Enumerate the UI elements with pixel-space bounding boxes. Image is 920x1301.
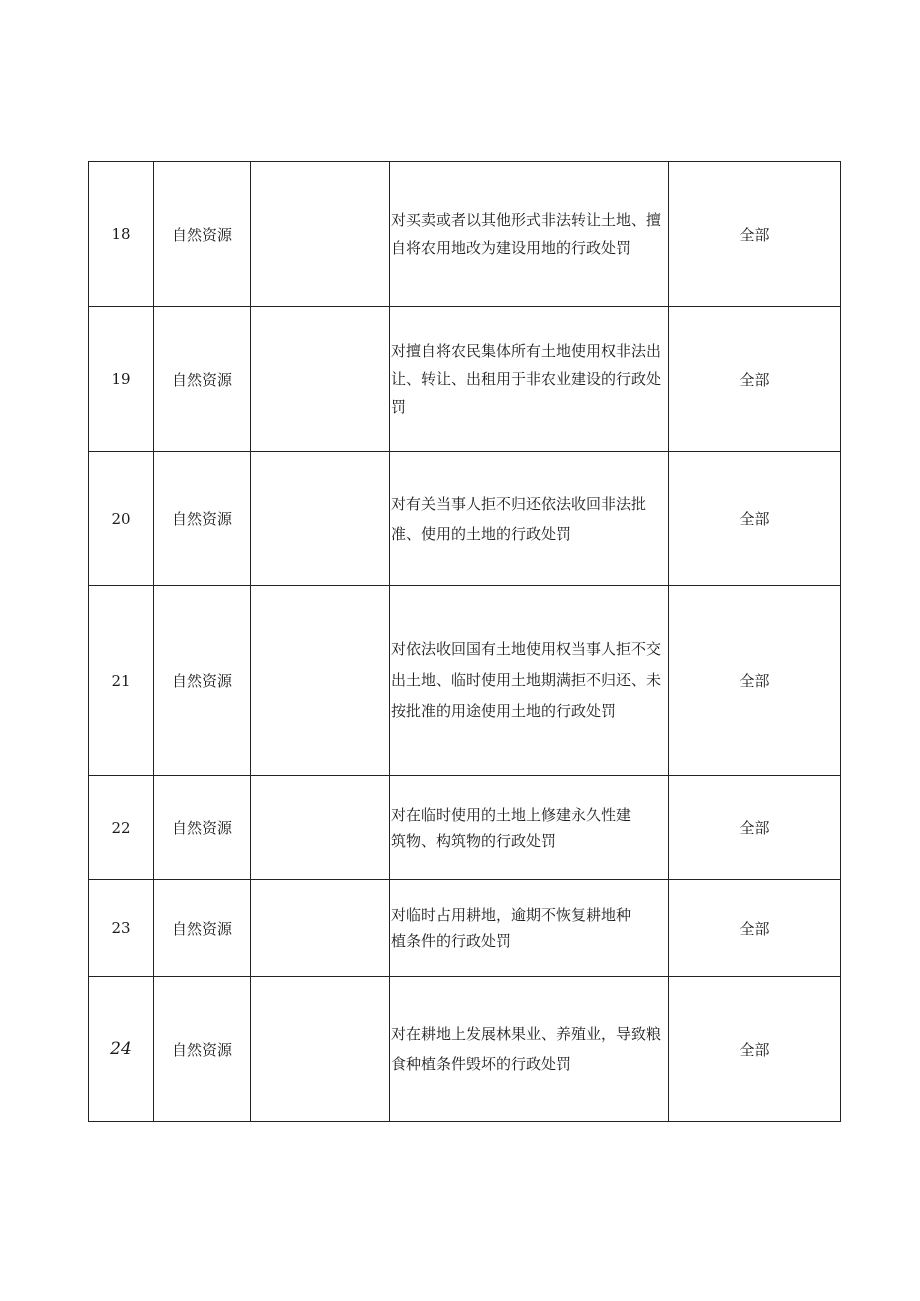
- item-category: 自然资源: [154, 307, 251, 452]
- item-blank-cell: [251, 452, 390, 586]
- item-number: 22: [89, 776, 154, 880]
- item-description-cell: [390, 977, 669, 1122]
- table-row: [89, 307, 841, 452]
- item-scope: 全部: [669, 977, 841, 1122]
- item-scope: 全部: [669, 307, 841, 452]
- table-row: [89, 452, 841, 586]
- item-blank-cell: [251, 880, 390, 977]
- item-blank-cell: [251, 977, 390, 1122]
- table-row: [89, 162, 841, 307]
- item-category: 自然资源: [154, 977, 251, 1122]
- item-scope: 全部: [669, 880, 841, 977]
- item-blank-cell: [251, 307, 390, 452]
- item-number: 23: [89, 880, 154, 977]
- item-description: 对有关当事人拒不归还依法收回非法批准、使用的土地的行政处罚: [391, 494, 647, 543]
- item-description-cell: [390, 880, 669, 977]
- item-description: 对临时占用耕地，逾期不恢复耕地种植条件的行政处罚: [391, 906, 632, 950]
- item-scope: 全部: [669, 162, 841, 307]
- penalty-items-table: [88, 161, 841, 1122]
- item-description: 对买卖或者以其他形式非法转让土地、擅自将农用地改为建设用地的行政处罚: [391, 211, 662, 257]
- item-category: 自然资源: [154, 162, 251, 307]
- item-description-cell: [390, 776, 669, 880]
- item-category: 自然资源: [154, 586, 251, 776]
- item-scope: 全部: [669, 586, 841, 776]
- table-row: [89, 586, 841, 776]
- item-number: 20: [89, 452, 154, 586]
- item-category: 自然资源: [154, 776, 251, 880]
- item-description: 对在临时使用的土地上修建永久性建筑物、构筑物的行政处罚: [391, 805, 632, 850]
- table-row: [89, 776, 841, 880]
- item-description: 对擅自将农民集体所有土地使用权非法出让、转让、出租用于非农业建设的行政处罚: [391, 342, 662, 416]
- table-row: [89, 977, 841, 1122]
- item-description-cell: [390, 586, 669, 776]
- item-scope: 全部: [669, 452, 841, 586]
- item-blank-cell: [251, 162, 390, 307]
- item-description-cell: [390, 452, 669, 586]
- item-description: 对依法收回国有土地使用权当事人拒不交出土地、临时使用土地期满拒不归还、未按批准的用途使用土地的行政处罚: [391, 640, 662, 720]
- item-category: 自然资源: [154, 452, 251, 586]
- item-number: 21: [89, 586, 154, 776]
- item-scope: 全部: [669, 776, 841, 880]
- item-blank-cell: [251, 586, 390, 776]
- item-category: 自然资源: [154, 880, 251, 977]
- item-description-cell: [390, 162, 669, 307]
- item-number: 19: [89, 307, 154, 452]
- item-description: 对在耕地上发展林果业、养殖业，导致粮食种植条件毁坏的行政处罚: [391, 1025, 662, 1073]
- item-number: 24: [89, 977, 154, 1122]
- item-description-cell: [390, 307, 669, 452]
- item-blank-cell: [251, 776, 390, 880]
- item-number: 18: [89, 162, 154, 307]
- table-row: [89, 880, 841, 977]
